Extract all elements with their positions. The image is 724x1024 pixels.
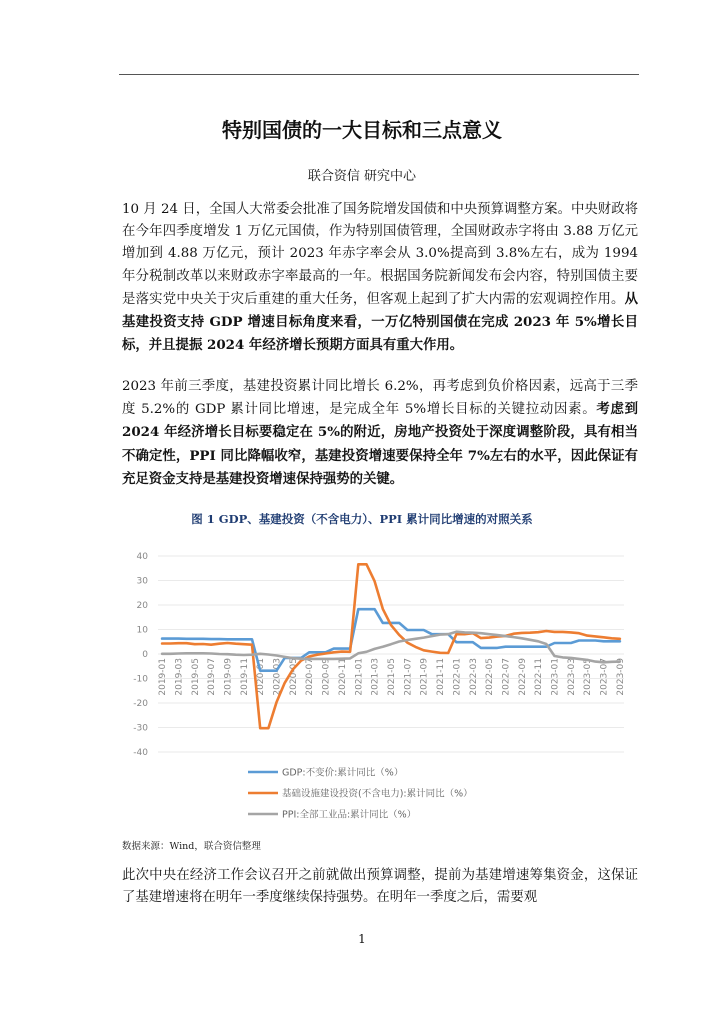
line-chart — [118, 538, 630, 828]
x-tick-label: 2020-01 — [256, 658, 267, 696]
x-tick-label: 2021-05 — [387, 658, 397, 696]
header-rule — [119, 74, 639, 75]
x-tick-label: 2021-09 — [419, 658, 430, 696]
x-tick-label: 2020-03 — [272, 658, 283, 696]
paragraph-1-bold: 从基建投资支持 GDP 增速目标角度来看，一万亿特别国债在完成 2023 年 5%增长目标，并且提振 2024 年经济增长预期方面具有重大作用。 — [122, 290, 638, 354]
y-tick-label: -10 — [133, 674, 148, 685]
figure-source: 数据来源：Wind，联合资信整理 — [122, 841, 261, 852]
x-tick-label: 2019-11 — [239, 658, 250, 696]
x-tick-label: 2022-05 — [485, 658, 496, 696]
x-tick-label: 2019-07 — [207, 658, 218, 696]
y-tick-label: -20 — [133, 699, 148, 709]
x-tick-label: 2020-11 — [337, 658, 348, 696]
x-tick-label: 2023-07 — [599, 658, 610, 696]
x-tick-label: 2022-11 — [534, 658, 545, 696]
page-number: 1 — [358, 932, 366, 946]
x-tick-label: 2021-03 — [370, 658, 381, 696]
y-tick-label: 20 — [136, 601, 148, 611]
x-tick-label: 2021-11 — [436, 658, 447, 696]
x-tick-label: 2023-03 — [566, 658, 577, 696]
x-tick-label: 2020-07 — [305, 658, 316, 696]
x-tick-label: 2022-03 — [468, 658, 479, 696]
x-tick-label: 2019-03 — [174, 658, 185, 696]
series-line-2 — [162, 564, 620, 728]
x-tick-label: 2021-07 — [403, 658, 414, 696]
x-tick-label: 2021-01 — [354, 658, 365, 696]
paragraph-2 — [122, 376, 638, 491]
x-tick-label: 2020-09 — [321, 658, 332, 696]
x-tick-label: 2023-05 — [583, 658, 594, 696]
legend-label-2: 基础设施建设投资(不含电力):累计同比（%） — [282, 788, 473, 800]
x-tick-label: 2019-09 — [223, 658, 234, 696]
paragraph-1 — [122, 199, 638, 357]
document-author: 联合资信 研究中心 — [307, 169, 417, 184]
x-tick-label: 2023-01 — [550, 658, 561, 696]
x-tick-label: 2022-09 — [517, 658, 528, 696]
y-tick-label: 40 — [136, 552, 148, 562]
legend-label-3: PPI:全部工业品:累计同比（%） — [282, 809, 417, 821]
x-tick-label: 2022-07 — [501, 658, 512, 696]
x-tick-label: 2020-05 — [288, 658, 299, 696]
x-tick-label: 2023-09 — [615, 658, 626, 696]
y-tick-label: 30 — [136, 576, 148, 587]
figure-caption: 图 1 GDP、基建投资（不含电力）、PPI 累计同比增速的对照关系 — [191, 512, 533, 526]
paragraph-2-text: 2023 年前三季度，基建投资累计同比增长 6.2%，再考虑到负价格因素，远高于三季度 5.2%的 GDP 累计同比增速，是完成全年 5%增长目标的关键拉动因素。 — [122, 379, 638, 418]
paragraph-3: 此次中央在经济工作会议召开之前就做出预算调整，提前为基建增速筹集资金，这保证了基建增速将在明年一季度继续保持强势。在明年一季度之后，需要观 — [122, 868, 638, 906]
x-tick-label: 2019-05 — [190, 658, 201, 696]
document-title: 特别国债的一大目标和三点意义 — [222, 118, 502, 142]
y-tick-label: 10 — [136, 625, 148, 636]
x-tick-label: 2019-01 — [158, 658, 169, 696]
paragraph-1-text: 10 月 24 日，全国人大常委会批准了国务院增发国债和中央预算调整方案。中央财政将在今年四季度增发 1 万亿元国债，作为特别国债管理，全国财政赤字将由 3.88 万亿元增加到 4.88 万亿元，预计 2023 年赤字率会从 3.0%提高到 3.8%左右，成为 1994 年分税制改革以来财政赤字率最高的一年。根据国务院新闻发布会内容，特别国债主要是落实党中央关于灾后重建的重大任务，但客观上起到了扩大内需的宏观调控作用。 — [122, 202, 638, 307]
y-tick-label: 0 — [142, 650, 148, 660]
x-tick-label: 2022-01 — [452, 658, 463, 696]
legend-label-1: GDP:不变价:累计同比（%） — [282, 767, 404, 779]
y-tick-label: -30 — [133, 723, 148, 734]
y-tick-label: -40 — [133, 748, 148, 758]
paragraph-2-bold: 考虑到 2024 年经济增长目标要稳定在 5%的附近，房地产投资处于深度调整阶段，具有相当不确定性，PPI 同比降幅收窄，基建投资增速要保持全年 7%左右的水平，因此保证有充足资金支持是基建投资增速保持强势的关键。 — [122, 401, 638, 487]
series-line-3 — [162, 632, 620, 663]
